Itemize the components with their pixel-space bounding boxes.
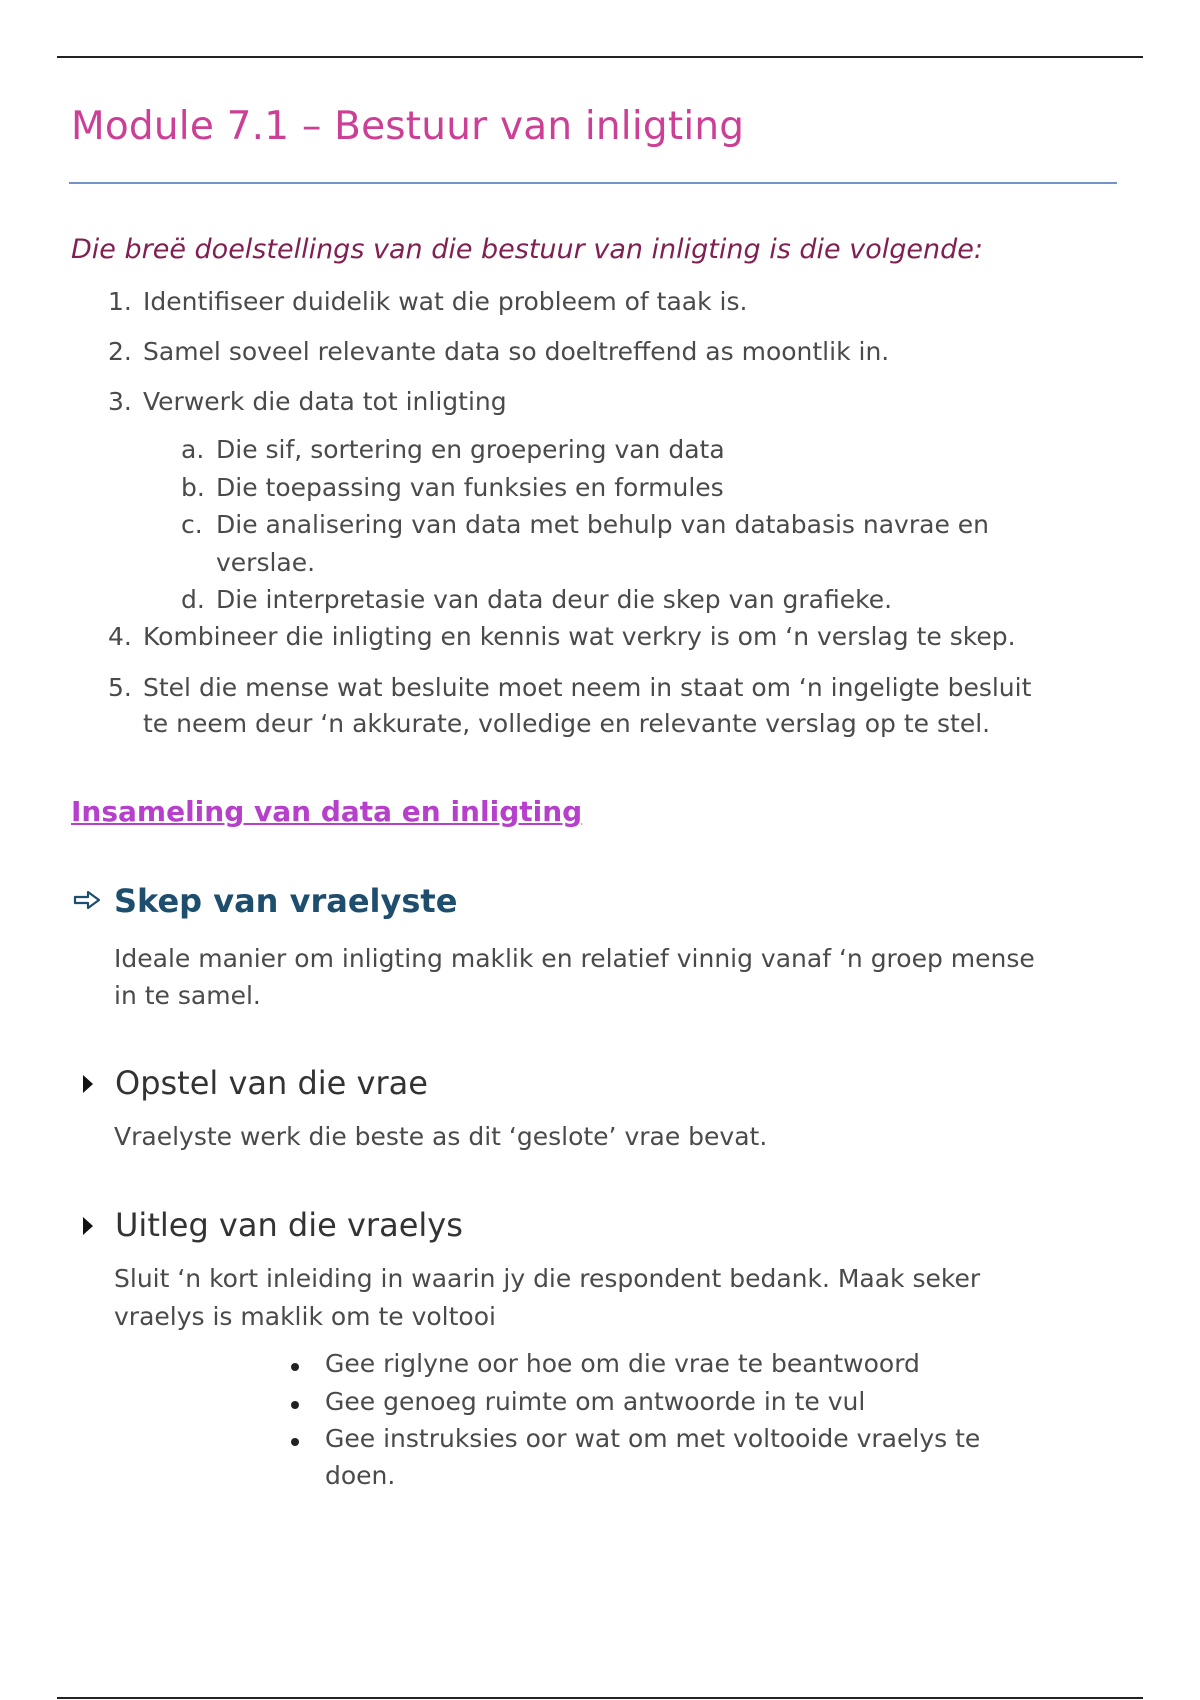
sub-list-text: Die toepassing van funksies en formules: [216, 473, 724, 502]
skep-text-line2: in te samel.: [114, 981, 261, 1010]
skep-text-line1: Ideale manier om inligting maklik en relatief vinnig vanaf ‘n groep mense: [114, 944, 1035, 973]
sub-list-text: Die interpretasie van data deur die skep van grafieke.: [216, 585, 893, 614]
goals-intro: Die breë doelstellings van die bestuur van inligting is die volgende:: [71, 234, 983, 265]
uitleg-text-line1: Sluit ‘n kort inleiding in waarin jy die respondent bedank. Maak seker: [114, 1264, 981, 1293]
sub-list-letter: c.: [181, 510, 203, 539]
page-title: Module 7.1 – Bestuur van inligting: [71, 104, 745, 149]
section-heading-link[interactable]: Insameling van data en inligting: [71, 795, 583, 828]
bottom-rule: [57, 1697, 1143, 1699]
sub-list-text: Die sif, sortering en groepering van data: [216, 435, 725, 464]
list-text: Stel die mense wat besluite moet neem in staat om ‘n ingeligte besluit: [143, 673, 1032, 702]
top-rule: [57, 56, 1143, 58]
bullet-icon: [291, 1438, 299, 1446]
list-number: 4.: [108, 622, 132, 651]
sub-list-text-continued: verslae.: [216, 548, 316, 577]
list-text: Identifiseer duidelik wat die probleem of taak is.: [143, 287, 748, 316]
bullet-text: Gee instruksies oor wat om met voltooide vraelys te: [325, 1424, 981, 1453]
list-text: Samel soveel relevante data so doeltreffend as moontlik in.: [143, 337, 890, 366]
triangle-right-icon[interactable]: [83, 1217, 93, 1235]
heading-uitleg-van-die-vraelys: Uitleg van die vraelys: [115, 1206, 463, 1244]
triangle-right-icon[interactable]: [83, 1075, 93, 1093]
list-text-continued: te neem deur ‘n akkurate, volledige en relevante verslag op te stel.: [143, 709, 991, 738]
bullet-text-continued: doen.: [325, 1461, 396, 1490]
bullet-text: Gee riglyne oor hoe om die vrae te beantwoord: [325, 1349, 920, 1378]
heading-skep-van-vraelyste: Skep van vraelyste: [114, 882, 458, 920]
list-number: 2.: [108, 337, 132, 366]
uitleg-text-line2: vraelys is maklik om te voltooi: [114, 1302, 496, 1331]
list-number: 1.: [108, 287, 132, 316]
heading-opstel-van-die-vrae: Opstel van die vrae: [115, 1064, 428, 1102]
bullet-text: Gee genoeg ruimte om antwoorde in te vul: [325, 1387, 866, 1416]
opstel-text: Vraelyste werk die beste as dit ‘geslote’ vrae bevat.: [114, 1122, 768, 1151]
title-underline: [69, 182, 1117, 184]
sub-list-letter: b.: [181, 473, 205, 502]
sub-list-letter: a.: [181, 435, 205, 464]
list-text: Kombineer die inligting en kennis wat verkry is om ‘n verslag te skep.: [143, 622, 1016, 651]
bullet-icon: [291, 1363, 299, 1371]
list-text: Verwerk die data tot inligting: [143, 387, 507, 416]
right-arrow-icon: [73, 890, 101, 910]
bullet-icon: [291, 1401, 299, 1409]
list-number: 3.: [108, 387, 132, 416]
list-number: 5.: [108, 673, 132, 702]
sub-list-text: Die analisering van data met behulp van databasis navrae en: [216, 510, 989, 539]
sub-list-letter: d.: [181, 585, 205, 614]
